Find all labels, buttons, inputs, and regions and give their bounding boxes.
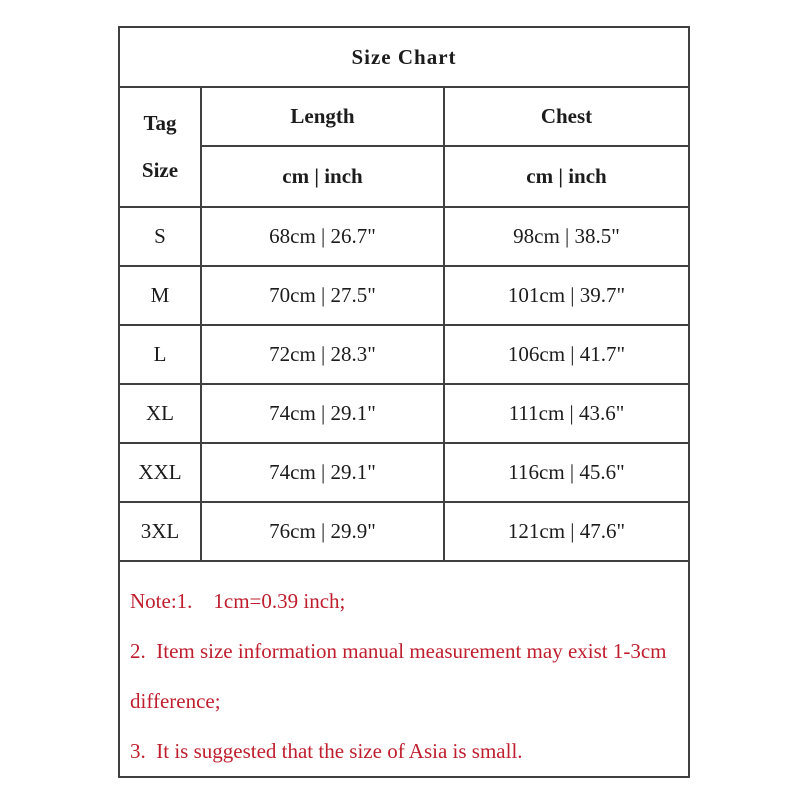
length-column-header: Length [201,87,444,146]
chest-unit-header: cm | inch [444,146,689,207]
chest-cell: 101cm | 39.7" [444,266,689,325]
unit-header-row [119,146,689,207]
chest-column-header: Chest [444,87,689,146]
chart-title: Size Chart [119,27,689,87]
tag-size-corner-cell [119,87,201,207]
chest-cell: 116cm | 45.6" [444,443,689,502]
tag-label: Tag [143,111,177,135]
note-line: difference; [130,689,221,713]
notes-row [119,561,689,777]
size-row-3xl [119,502,689,561]
size-cell: XL [119,384,201,443]
notes-section [119,561,689,777]
size-chart-table [118,26,690,778]
chest-cell: 111cm | 43.6" [444,384,689,443]
length-unit-header: cm | inch [201,146,444,207]
chest-cell: 121cm | 47.6" [444,502,689,561]
size-cell: M [119,266,201,325]
chest-cell: 98cm | 38.5" [444,207,689,266]
size-cell: XXL [119,443,201,502]
length-cell: 68cm | 26.7" [201,207,444,266]
size-cell: S [119,207,201,266]
length-cell: 76cm | 29.9" [201,502,444,561]
size-row-xl [119,384,689,443]
size-cell: 3XL [119,502,201,561]
tag-size-stack [120,88,200,206]
note-line: Note:1. 1cm=0.39 inch; [130,589,346,613]
size-row-l [119,325,689,384]
length-cell: 74cm | 29.1" [201,384,444,443]
note-line: 2. Item size information manual measurement may exist 1-3cm [130,639,667,663]
size-row-xxl [119,443,689,502]
column-header-row [119,87,689,146]
size-row-m [119,266,689,325]
length-cell: 74cm | 29.1" [201,443,444,502]
length-cell: 70cm | 27.5" [201,266,444,325]
size-row-s [119,207,689,266]
chest-cell: 106cm | 41.7" [444,325,689,384]
size-cell: L [119,325,201,384]
note-line: 3. It is suggested that the size of Asia is small. [130,739,523,763]
length-cell: 72cm | 28.3" [201,325,444,384]
title-row [119,27,689,87]
size-label: Size [141,158,179,182]
